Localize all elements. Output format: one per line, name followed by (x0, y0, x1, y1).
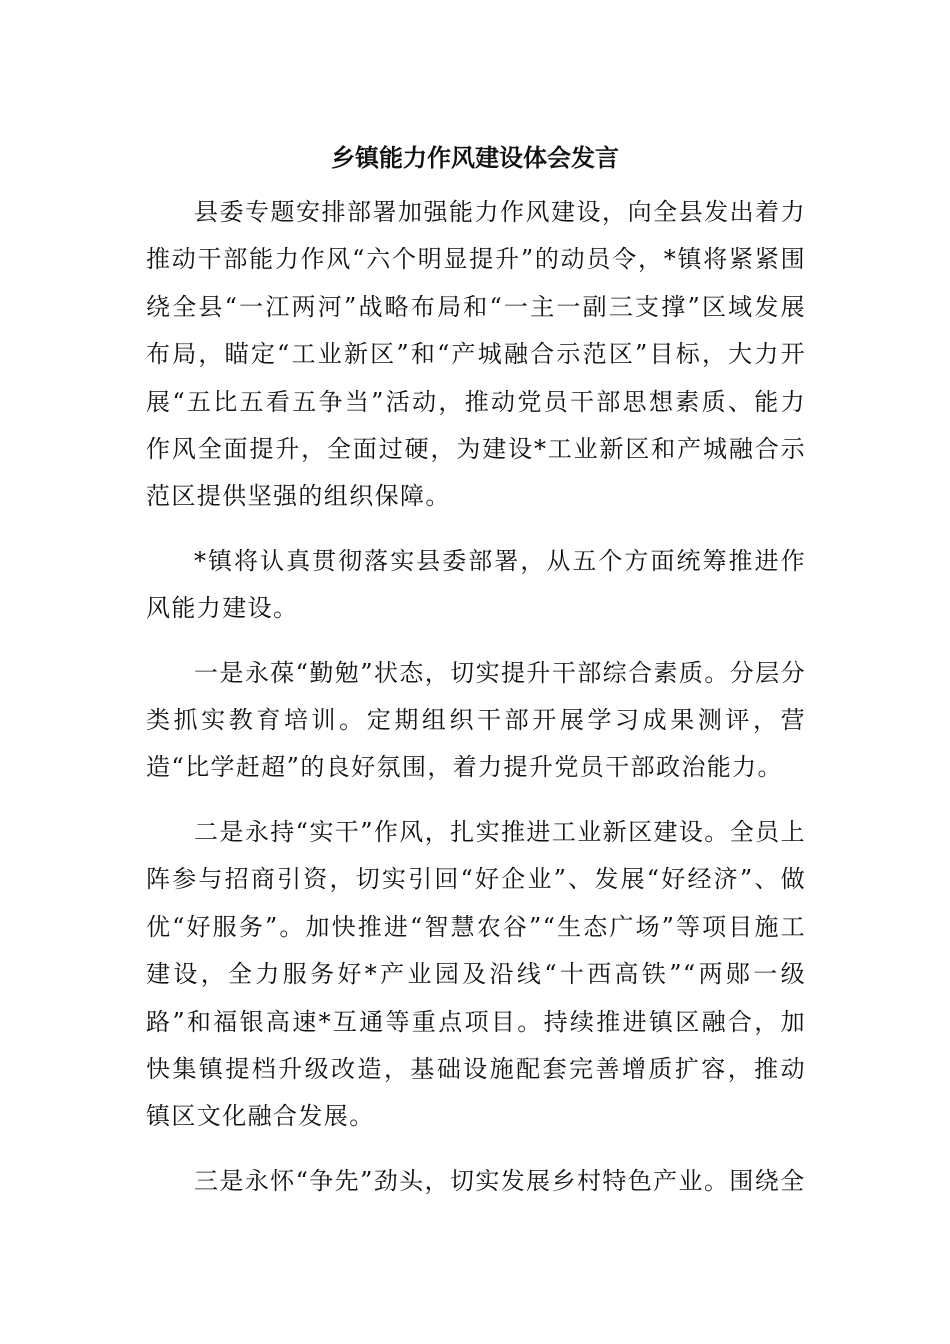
paragraph-intro: 县委专题安排部署加强能力作风建设，向全县发出着力推动干部能力作风“六个明显提升”的动员令，*镇将紧紧围绕全县“一江两河”战略布局和“一主一副三支撑”区域发展布局，瞄定“工业新区”和“产城融合示范区”目标，大力开展“五比五看五争当”活动，推动党员干部思想素质、能力作风全面提升，全面过硬，为建设*工业新区和产城融合示范区提供坚强的组织保障。 (146, 198, 806, 511)
document-title: 乡镇能力作风建设体会发言 (331, 144, 619, 172)
paragraph-point-two: 二是永持“实干”作风，扎实推进工业新区建设。全员上阵参与招商引资，切实引回“好企业”、发展“好经济”、做优“好服务”。加快推进“智慧农谷”“生态广场”等项目施工建设，全力服务好*产业园及沿线“十西高铁”“两郧一级路”和福银高速*互通等重点项目。持续推进镇区融合，加快集镇提档升级改造，基础设施配套完善增质扩容，推动镇区文化融合发展。 (146, 817, 806, 1131)
paragraph-point-three: 三是永怀“争先”劲头，切实发展乡村特色产业。围绕全 (194, 1166, 806, 1195)
paragraph-overview: *镇将认真贯彻落实县委部署，从五个方面统筹推进作风能力建设。 (146, 546, 806, 623)
paragraph-point-one: 一是永葆“勤勉”状态，切实提升干部综合素质。分层分类抓实教育培训。定期组织干部开展学习成果测评，营造“比学赶超”的良好氛围，着力提升党员干部政治能力。 (146, 658, 806, 782)
document-body (146, 189, 806, 1205)
